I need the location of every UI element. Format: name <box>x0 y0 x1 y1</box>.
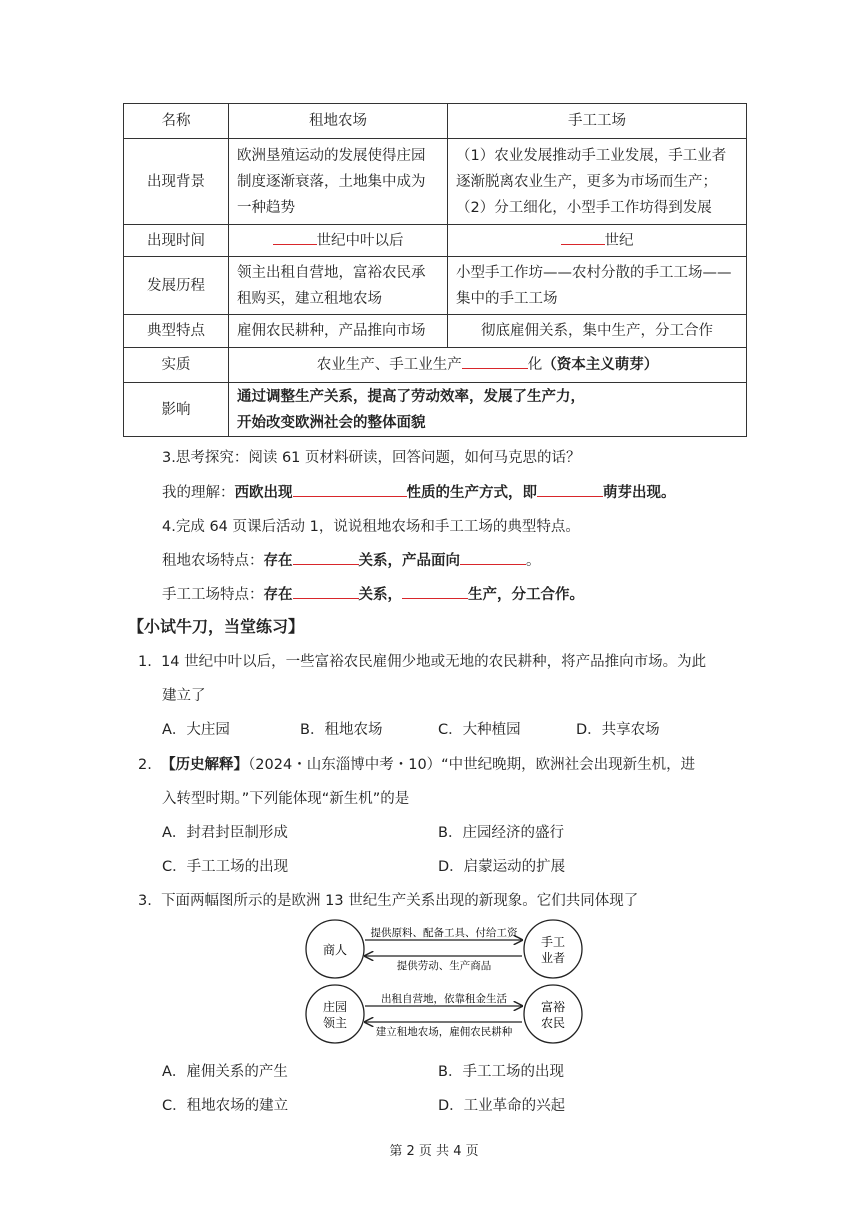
cell-line: （2）分工细化，小型手工作坊得到发展 <box>456 199 712 216</box>
arrow-label-bottom-left: 建立租地农场，雇佣农民耕种 <box>375 1026 513 1038</box>
row-label: 出现背景 <box>124 139 229 225</box>
q2-option-b[interactable]: B．庄园经济的盛行 <box>438 825 564 841</box>
arrow-label-top-right: 提供原料、配备工具、付给工资 <box>370 927 518 939</box>
q1-option-d[interactable]: D．共享农场 <box>576 722 660 738</box>
farmer-label-1: 富裕 <box>540 1000 566 1014</box>
arrow-label-top-left: 提供劳动、生产商品 <box>396 960 492 972</box>
question-number: 1. <box>138 654 152 670</box>
question-tag: 【历史解释】 <box>161 757 249 773</box>
row-time <box>124 225 747 257</box>
row-impact <box>124 383 747 437</box>
workshop-features <box>162 583 584 604</box>
bold-text: 关系， <box>358 587 402 603</box>
q3-option-a[interactable]: A．雇佣关系的产生 <box>162 1064 288 1080</box>
question-number: 3. <box>138 893 152 909</box>
fill-blank[interactable] <box>293 482 407 497</box>
think-q3: 3.思考探究：阅读 61 页材料研读，回答问题，如何马克思的话？ <box>162 450 581 466</box>
bold-text: 关系，产品面向 <box>358 553 460 569</box>
row-background <box>124 139 747 225</box>
row-label: 影响 <box>124 383 229 437</box>
cell-line: （1）农业发展推动手工业发展，手工业者逐渐脱离农业生产，更多为市场而生产； <box>456 147 727 190</box>
fill-blank[interactable] <box>561 230 605 245</box>
cell-merged <box>229 383 747 437</box>
fill-blank[interactable] <box>293 584 359 599</box>
cell-text: 世纪 <box>604 232 634 249</box>
relations-diagram <box>300 916 590 1048</box>
artisan-circle <box>524 920 582 978</box>
question-3 <box>138 889 638 910</box>
row-essence <box>124 348 747 383</box>
cell-workshop: 彻底雇佣关系，集中生产，分工合作 <box>448 315 747 348</box>
bold-text: 存在 <box>263 587 293 603</box>
fill-blank[interactable] <box>460 550 526 565</box>
question-text: （2024・山东淄博中考・10）“中世纪晚期，欧洲社会出现新生机，进 <box>248 757 696 773</box>
q1-option-c[interactable]: C．大种植园 <box>438 722 521 738</box>
lord-label-2: 领主 <box>322 1016 348 1030</box>
arrow-label-bottom-right: 出租自营地，依靠租金生活 <box>381 993 507 1005</box>
think-q4: 4.完成 64 页课后活动 1，说说租地农场和手工工场的典型特点。 <box>162 519 580 535</box>
q3-option-d[interactable]: D．工业革命的兴起 <box>438 1098 566 1114</box>
question-2-line2: 入转型时期。”下列能体现“新生机”的是 <box>162 791 410 807</box>
cell-farm: 雇佣农民耕种，产品推向市场 <box>229 315 448 348</box>
label: 租地农场特点： <box>162 553 264 569</box>
cell-text: 农业生产、手工业生产 <box>316 357 462 373</box>
q1-option-b[interactable]: B．租地农场 <box>300 722 383 738</box>
artisan-label-2: 业者 <box>540 951 566 965</box>
row-features <box>124 315 747 348</box>
cell-workshop: 小型手工作坊——农村分散的手工工场——集中的手工工场 <box>448 257 747 315</box>
farm-features <box>162 549 541 570</box>
question-1 <box>138 650 706 671</box>
header-farm: 租地农场 <box>229 104 448 139</box>
my-understanding <box>162 481 676 502</box>
q3-option-b[interactable]: B．手工工场的出现 <box>438 1064 564 1080</box>
farmer-circle <box>524 985 582 1043</box>
q2-option-c[interactable]: C．手工工场的出现 <box>162 859 289 875</box>
bold-text: 西欧出现 <box>234 485 293 501</box>
label: 手工工场特点： <box>162 587 264 603</box>
merchant-label: 商人 <box>322 943 348 957</box>
q2-option-d[interactable]: D．启蒙运动的扩展 <box>438 859 566 875</box>
question-1-line2: 建立了 <box>162 688 206 704</box>
question-text: 下面两幅图所示的是欧洲 13 世纪生产关系出现的新现象。它们共同体现了 <box>161 893 639 909</box>
lord-circle <box>306 985 364 1043</box>
bold-text: 生产，分工合作。 <box>468 587 584 603</box>
fill-blank[interactable] <box>273 230 317 245</box>
farmer-label-2: 农民 <box>540 1016 566 1030</box>
cell-text: 化 <box>527 357 543 373</box>
artisan-label-1: 手工 <box>540 935 566 949</box>
text: 。 <box>526 553 541 569</box>
label: 我的理解： <box>162 485 235 501</box>
table-header-row <box>124 104 747 139</box>
cell-line: 开始改变欧洲社会的整体面貌 <box>237 414 426 431</box>
bold-text: 性质的生产方式，即 <box>406 485 537 501</box>
cell-farm: 领主出租自营地，富裕农民承租购买，建立租地农场 <box>229 257 448 315</box>
question-number: 2. <box>138 757 152 773</box>
row-label: 典型特点 <box>124 315 229 348</box>
cell-bold-text: （资本主义萌芽） <box>542 357 659 373</box>
row-development <box>124 257 747 315</box>
fill-blank[interactable] <box>462 354 528 369</box>
cell-line: 通过调整生产关系，提高了劳动效率，发展了生产力， <box>237 388 585 405</box>
header-workshop: 手工工场 <box>448 104 747 139</box>
cell-workshop <box>448 139 747 225</box>
cell-farm: 欧洲垦殖运动的发展使得庄园制度逐渐衰落，土地集中成为一种趋势 <box>229 139 448 225</box>
question-text: 14 世纪中叶以后，一些富裕农民雇佣少地或无地的农民耕种，将产品推向市场。为此 <box>161 654 707 670</box>
section-title: 【小试牛刀，当堂练习】 <box>128 617 305 636</box>
question-2 <box>138 753 695 774</box>
q3-option-c[interactable]: C．租地农场的建立 <box>162 1098 289 1114</box>
header-name: 名称 <box>124 104 229 139</box>
q1-option-a[interactable]: A．大庄园 <box>162 722 230 738</box>
row-label: 出现时间 <box>124 225 229 257</box>
bold-text: 萌芽出现。 <box>603 485 676 501</box>
cell-text: 世纪中叶以后 <box>316 232 404 249</box>
fill-blank[interactable] <box>293 550 359 565</box>
comparison-table <box>123 103 747 437</box>
row-label: 实质 <box>124 348 229 383</box>
cell-merged <box>229 348 747 383</box>
q2-option-a[interactable]: A．封君封臣制形成 <box>162 825 288 841</box>
fill-blank[interactable] <box>537 482 603 497</box>
page-footer: 第 2 页 共 4 页 <box>389 1144 479 1159</box>
cell-workshop <box>448 225 747 257</box>
cell-farm <box>229 225 448 257</box>
bold-text: 存在 <box>263 553 293 569</box>
fill-blank[interactable] <box>402 584 468 599</box>
row-label: 发展历程 <box>124 257 229 315</box>
lord-label-1: 庄园 <box>322 1000 348 1014</box>
